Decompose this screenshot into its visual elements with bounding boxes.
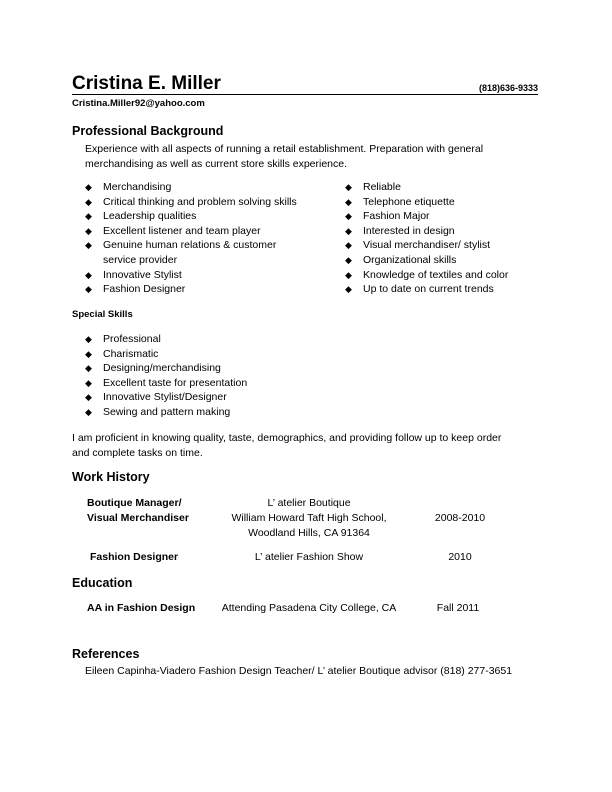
background-summary (85, 142, 483, 172)
diamond-bullet-icon: ◆ (85, 284, 92, 295)
list-item: ◆ Professional (85, 333, 161, 345)
list-item: ◆ Up to date on current trends (345, 283, 494, 296)
list-item: ◆ Innovative Stylist (85, 268, 182, 281)
job-2-dates: 2010 (448, 551, 472, 563)
background-list-left (85, 180, 297, 297)
list-item: ◆ Merchandising (85, 181, 172, 193)
diamond-bullet-icon: ◆ (85, 182, 92, 192)
list-item: ◆ Excellent taste for presentation (85, 376, 248, 389)
list-item: ◆ Critical thinking and problem solving skills (85, 195, 297, 208)
candidate-name: Cristina E. Miller (72, 73, 221, 94)
list-item: ◆ Leadership qualities (85, 210, 197, 223)
diamond-bullet-icon: ◆ (85, 348, 92, 359)
diamond-bullet-icon: ◆ (85, 269, 92, 280)
diamond-bullet-icon: ◆ (345, 211, 352, 222)
list-item: ◆ Knowledge of textiles and color (345, 268, 509, 281)
phone-number: (818)636-9333 (478, 83, 538, 93)
diamond-bullet-icon: ◆ (345, 254, 352, 265)
education-school: Attending Pasadena City College, CA (221, 602, 397, 614)
list-item: ◆ Fashion Major (345, 210, 430, 223)
proficiency-statement (72, 431, 501, 461)
diamond-bullet-icon: ◆ (85, 363, 92, 374)
list-item: ◆ Visual merchandiser/ stylist (345, 239, 491, 252)
email-address: Cristina.Miller92@yahoo.com (72, 98, 205, 109)
job-1-role: Boutique Manager/ Visual Merchandiser (87, 497, 189, 524)
list-item: ◆ Reliable (345, 181, 401, 193)
reference-entry: Eileen Capinha-Viadero Fashion Design Teacher/ L’ atelier Boutique advisor (818) 277-3651 (85, 665, 513, 677)
education-dates: Fall 2011 (436, 602, 480, 614)
list-item: ◆ Excellent listener and team player (85, 224, 261, 237)
list-item: ◆ Innovative Stylist/Designer (85, 391, 227, 404)
list-item: ◆ Interested in design (345, 224, 455, 237)
work-history-heading: Work History (72, 470, 150, 484)
diamond-bullet-icon: ◆ (345, 269, 352, 280)
job-2-place: L’ atelier Fashion Show (254, 551, 364, 563)
diamond-bullet-icon: ◆ (85, 196, 92, 207)
diamond-bullet-icon: ◆ (345, 196, 352, 207)
education-degree: AA in Fashion Design (87, 602, 196, 614)
professional-background-heading: Professional Background (72, 124, 224, 138)
diamond-bullet-icon: ◆ (85, 240, 92, 251)
diamond-bullet-icon: ◆ (85, 406, 92, 417)
summary-line-1: Experience with all aspects of running a retail establishment. Preparation with general (85, 143, 484, 155)
background-list-right (345, 180, 508, 297)
list-item: ◆ Telephone etiquette (345, 195, 455, 208)
statement-line-2: and complete tasks on time. (72, 447, 203, 459)
diamond-bullet-icon: ◆ (85, 225, 92, 236)
job-2-role: Fashion Designer (90, 551, 179, 563)
diamond-bullet-icon: ◆ (345, 240, 352, 251)
diamond-bullet-icon: ◆ (345, 182, 352, 192)
list-item: ◆ Organizational skills (345, 253, 457, 266)
special-skills-list (85, 332, 247, 420)
diamond-bullet-icon: ◆ (345, 284, 352, 295)
diamond-bullet-icon: ◆ (85, 377, 92, 388)
diamond-bullet-icon: ◆ (85, 334, 92, 344)
summary-line-2: merchandising as well as current store skills experience. (85, 158, 348, 170)
list-item: ◆ Designing/merchandising (85, 362, 221, 375)
references-heading: References (72, 647, 140, 661)
list-item: ◆ Fashion Designer (85, 283, 186, 296)
job-1-dates: 2008-2010 (434, 512, 486, 524)
list-item: ◆ Genuine human relations & customer service provider (85, 239, 277, 266)
education-heading: Education (72, 576, 133, 590)
special-skills-heading: Special Skills (72, 309, 133, 320)
job-1-place: L’ atelier Boutique William Howard Taft High School, Woodland Hills, CA 91364 (231, 497, 387, 539)
header-rule (72, 74, 538, 95)
list-item: ◆ Sewing and pattern making (85, 405, 231, 418)
list-item: ◆ Charismatic (85, 347, 159, 360)
statement-line-1: I am proficient in knowing quality, taste, demographics, and providing follow up to keep order (72, 432, 502, 444)
diamond-bullet-icon: ◆ (85, 211, 92, 222)
diamond-bullet-icon: ◆ (85, 392, 92, 403)
diamond-bullet-icon: ◆ (345, 225, 352, 236)
